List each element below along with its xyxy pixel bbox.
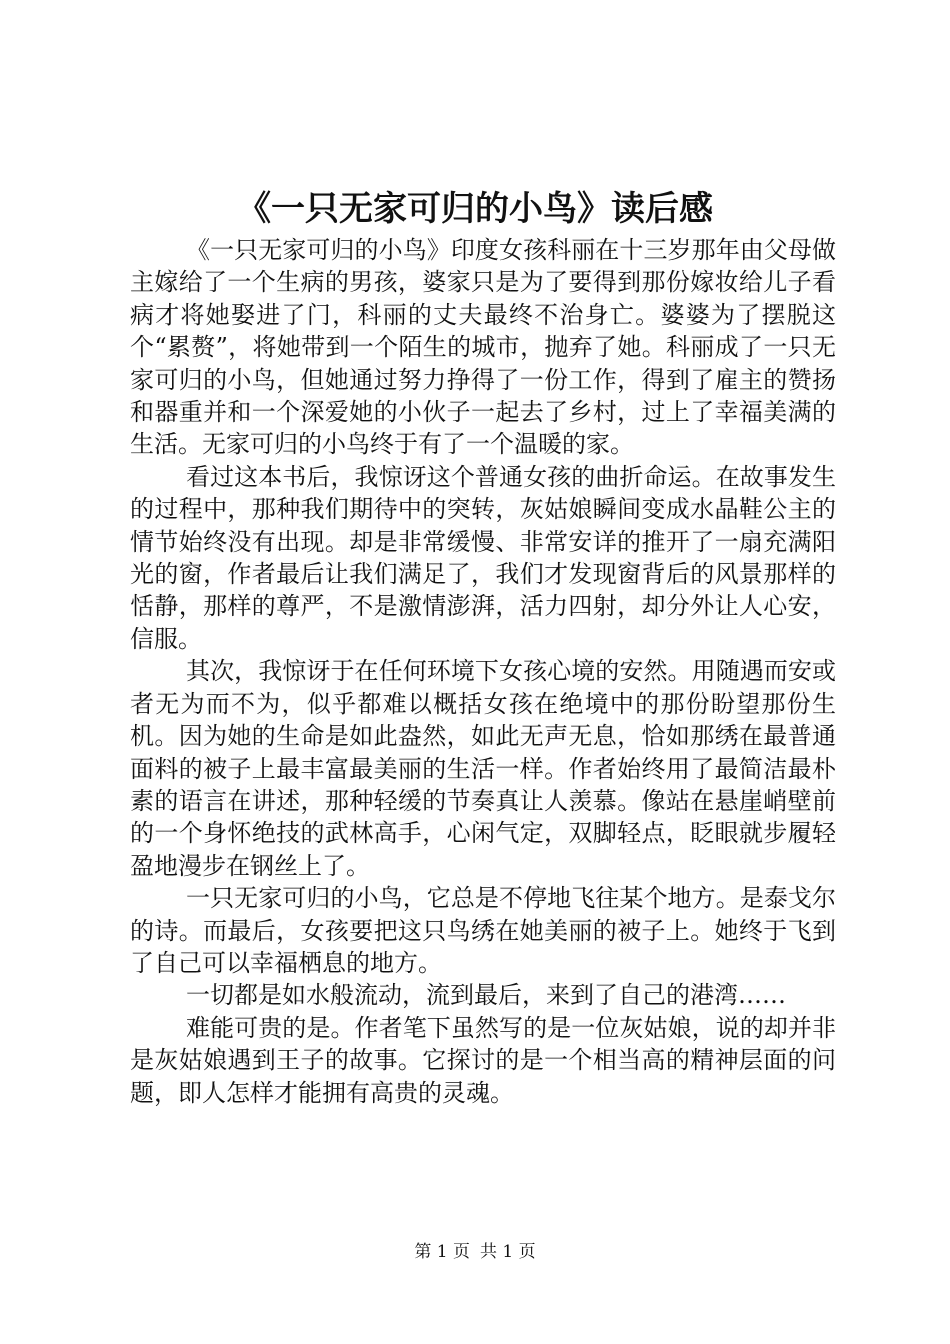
paragraph: 看过这本书后，我惊讶这个普通女孩的曲折命运。在故事发生的过程中，那种我们期待中的突转，灰姑娘瞬间变成水晶鞋公主的情节始终没有出现。却是非常缓慢、非常安详的推开了一扇充满阳光的窗，作者最后让我们满足了，我们才发现窗背后的风景那样的恬静，那样的尊严，不是激情澎湃，活力四射，却分外让人心安，信服。 xyxy=(130,462,836,653)
paragraph: 《一只无家可归的小鸟》印度女孩科丽在十三岁那年由父母做主嫁给了一个生病的男孩，婆家只是为了要得到那份嫁妆给儿子看病才将她娶进了门，科丽的丈夫最终不治身亡。婆婆为了摆脱这个“累赘”，将她带到一个陌生的城市，抛弃了她。科丽成了一只无家可归的小鸟，但她通过努力挣得了一份工作，得到了雇主的赞扬和器重并和一个深爱她的小伙子一起去了乡村，过上了幸福美满的生活。无家可归的小鸟终于有了一个温暖的家。 xyxy=(130,236,836,459)
paragraph: 难能可贵的是。作者笔下虽然写的是一位灰姑娘，说的却并非是灰姑娘遇到王子的故事。它探讨的是一个相当高的精神层面的问题，即人怎样才能拥有高贵的灵魂。 xyxy=(130,1013,836,1107)
paragraph: 其次，我惊讶于在任何环境下女孩心境的安然。用随遇而安或者无为而不为，似乎都难以概括女孩在绝境中的那份盼望那份生机。因为她的生命是如此盎然，如此无声无息，恰如那绣在最普通面料的被子上最丰富最美丽的生活一样。作者始终用了最简洁最朴素的语言在讲述，那种轻缓的节奏真让人羡慕。像站在悬崖峭壁前的一个身怀绝技的武林高手，心闲气定，双脚轻点，眨眼就步履轻盈地漫步在钢丝上了。 xyxy=(130,657,836,880)
page-total: 共 1 页 xyxy=(480,1242,536,1262)
page-number: 第 1 页 xyxy=(414,1242,470,1262)
paragraph: 一只无家可归的小鸟，它总是不停地飞往某个地方。是泰戈尔的诗。而最后，女孩要把这只鸟绣在她美丽的被子上。她终于飞到了自己可以幸福栖息的地方。 xyxy=(130,884,836,977)
document-body xyxy=(130,234,836,1109)
document-title: 《一只无家可归的小鸟》读后感 xyxy=(237,189,713,229)
page-footer xyxy=(0,1240,950,1264)
paragraph: 一切都是如水般流动，流到最后，来到了自己的港湾…… xyxy=(186,981,786,1010)
